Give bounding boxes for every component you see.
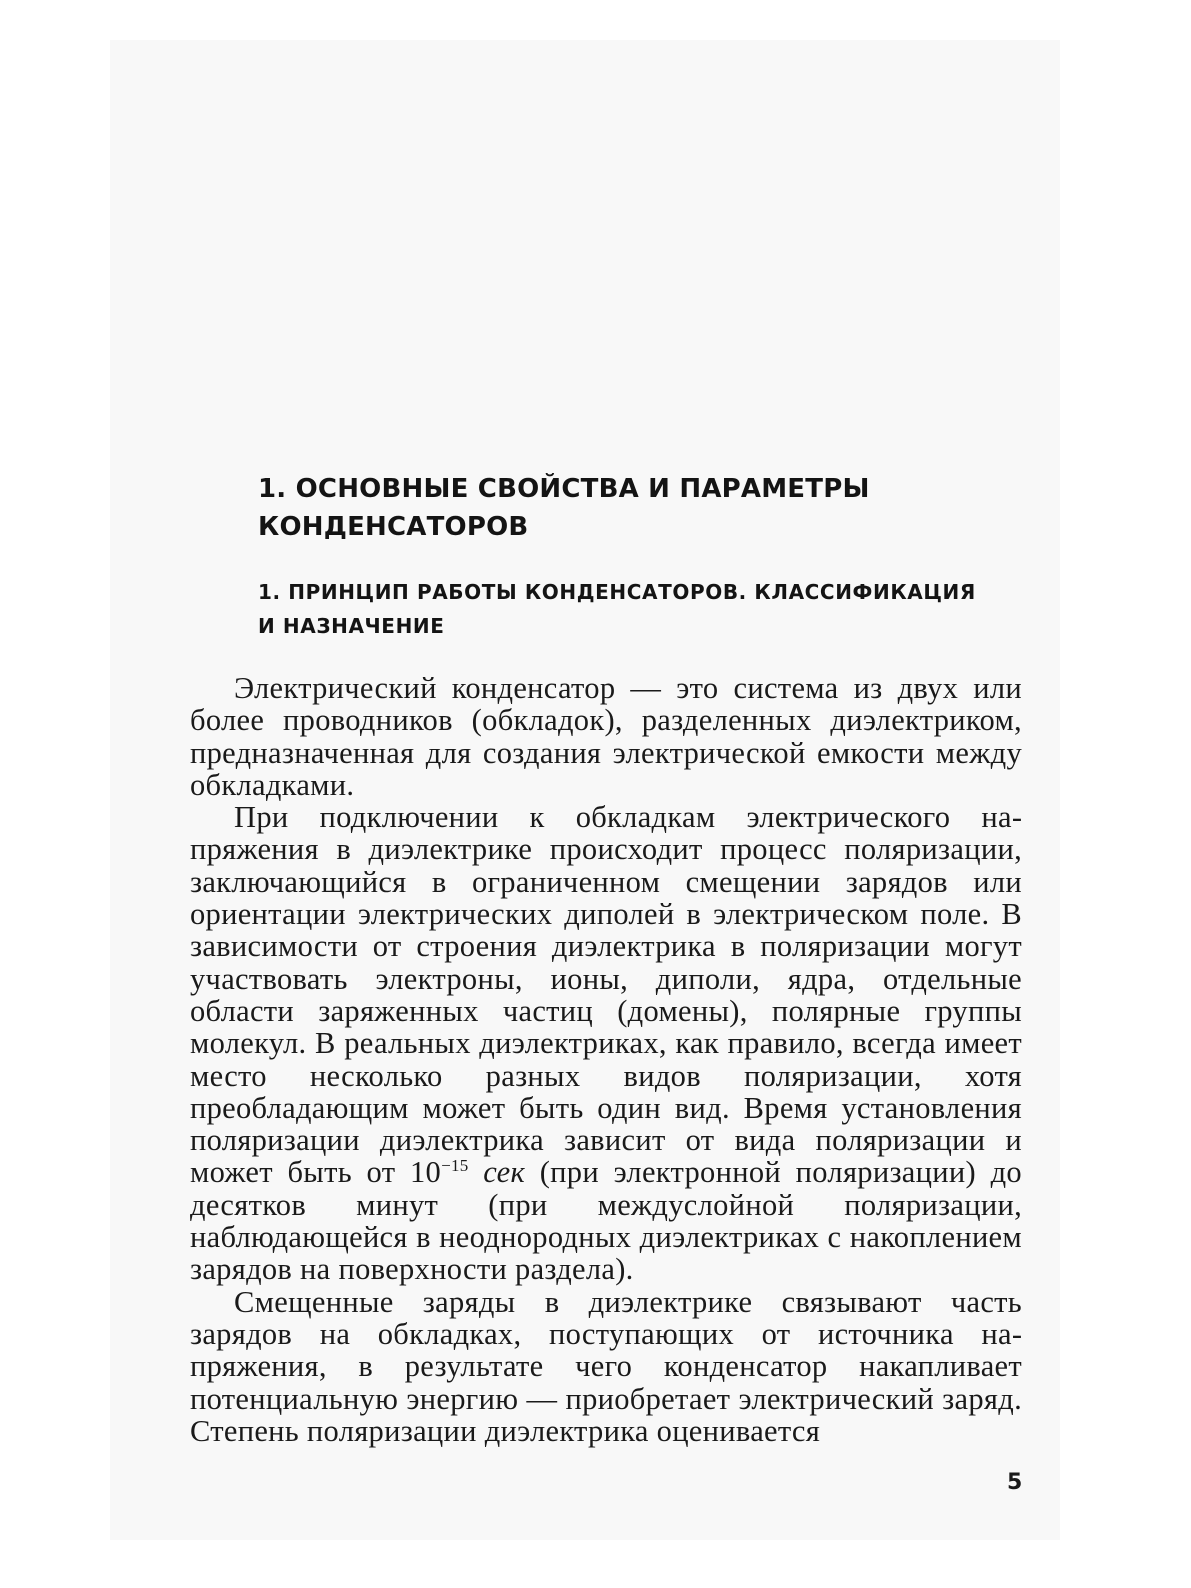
section-title xyxy=(258,575,1038,643)
chapter-title-line-2: КОНДЕНСАТОРОВ xyxy=(258,512,529,542)
chapter-title xyxy=(258,470,1038,546)
page-number: 5 xyxy=(1007,1470,1023,1495)
section-title-line-2: И НАЗНАЧЕНИЕ xyxy=(258,614,445,638)
paragraph-3: Смещенные заряды в диэлектрике связывают часть зарядов на обкладках, поступающих от источника напряжения, в результате чего конденсатор накапливает потенциальную энергию — приобретает электрический заряд. Степень поляризации диэлектрика оценивается xyxy=(190,1284,1022,1448)
paragraph-2-text-start: При подключении к обкладкам электрического напряжения в диэлектрике происходит процесс поляризации, заключающийся в ограниченном смещении зарядов или ориентации электрических диполей в электрическом поле. В зависимости от строения диэлектрика в поляризации могут участвовать электроны, ионы, диполи, ядра, отдельные области заряженных частиц (домены), полярные группы молекул. В реальных диэлектриках, как правило, всегда имеет место несколько разных видов поляризации, хотя преобладающим может быть один вид. Время установления поляризации диэлектрика зависит от вида поляризации и может быть от 10 xyxy=(190,800,1022,1190)
unit-seconds: сек xyxy=(483,1155,526,1190)
body-text xyxy=(190,672,1022,1447)
chapter-title-line-1: 1. ОСНОВНЫЕ СВОЙСТВА И ПАРАМЕТРЫ xyxy=(258,474,870,504)
paragraph-1: Электрический конденсатор — это система из двух или более проводников (обкладок), разделенных диэлектриком, предназначенная для создания электрической емкости между обкладками. xyxy=(190,671,1022,802)
exponent: −15 xyxy=(441,1156,469,1176)
section-title-line-1: 1. ПРИНЦИП РАБОТЫ КОНДЕНСАТОРОВ. КЛАССИФИКАЦИЯ xyxy=(258,580,976,604)
paragraph-2-text-end: (при электронной поляризации) до десятков минут (при междуслойной поляризации, наблюдающейся в неоднородных диэлектриках с накоплением зарядов на поверхности раздела). xyxy=(190,1155,1022,1287)
paragraph-2 xyxy=(190,801,1022,1285)
